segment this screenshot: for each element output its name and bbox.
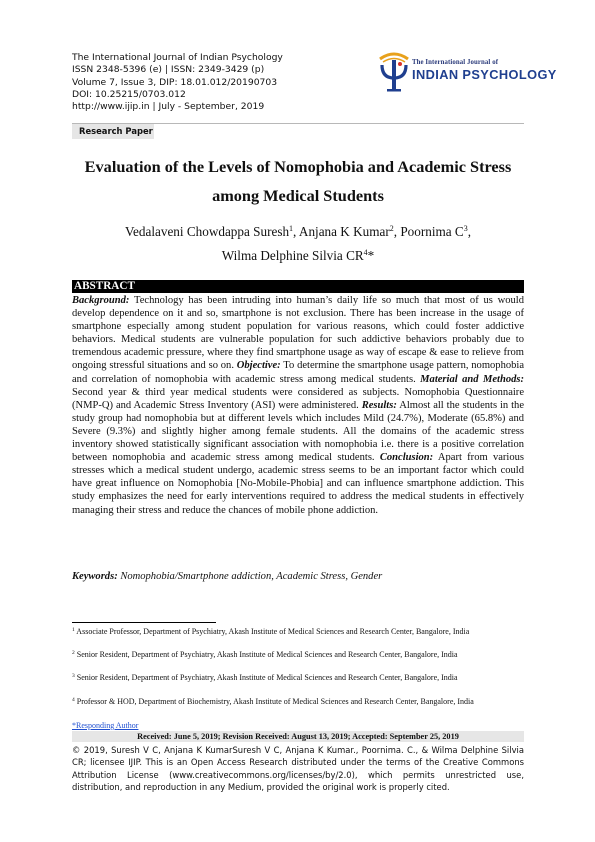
footnote-divider: [72, 622, 216, 623]
abstract-heading: ABSTRACT: [72, 280, 524, 293]
volume-line: Volume 7, Issue 3, DIP: 18.01.012/20190703: [72, 76, 278, 88]
abstract-label-objective: Objective:: [236, 360, 281, 372]
corresponding-star: *: [367, 248, 375, 263]
author-separator: ,: [393, 224, 401, 239]
footnote-3: [72, 672, 524, 683]
author-separator: ,: [467, 224, 472, 239]
journal-name: The International Journal of Indian Psychology: [72, 52, 283, 63]
author-affiliation-mark: 3: [463, 224, 468, 233]
footnote-1: [72, 626, 524, 637]
author-affiliation-mark: 1: [289, 224, 294, 233]
abstract-label-methods: Material and Methods:: [420, 373, 524, 385]
license-text: © 2019, Suresh V C, Anjana K KumarSuresh V C, Anjana K Kumar., Poornima. C., & Wilma Delphine Silvia CR; licensee IJIP. This is an Open Access Research distributed under the terms of the Creative Commons Attribution License (www.creativecommons.org/licenses/by/2.0), which permits unrestricted use, distribution, and reproduction in any Medium, provided the original work is properly cited.: [72, 745, 524, 792]
keywords-label: Keywords:: [72, 571, 118, 582]
abstract-conclusion: Apart from various stresses which a medical student undergo, academic stress seems to be an important factor which could have great influence on Nomophobia [No-Mobile-Phobia] and can influence smartphone addiction. This study emphasizes the need for early interventions required to address the medical students in effectively managing their stress and reduce the chances of mobile phone addiction.: [72, 452, 524, 516]
footnote-text: Associate Professor, Department of Psychiatry, Akash Institute of Medical Sciences and Research Center, Bangalore, India: [74, 627, 470, 636]
responding-author-link[interactable]: *Responding Author: [72, 721, 139, 730]
author-line-1: [72, 220, 524, 244]
author-name: Poornima C: [400, 224, 464, 239]
issn-line: ISSN 2348-5396 (e) | ISSN: 2349-3429 (p): [72, 64, 265, 76]
footnote-text: Professor & HOD, Department of Biochemistry, Akash Institute of Medical Sciences and Research Center, Bangalore, India: [74, 697, 474, 706]
journal-logo: [374, 50, 557, 92]
keywords: [72, 570, 524, 584]
url-line[interactable]: http://www.ijip.in | July - September, 2019: [72, 101, 265, 113]
author-affiliation-mark: 4: [363, 248, 368, 257]
psi-logo-icon: [374, 50, 414, 92]
abstract-methods: Second year & third year medical students were considered as subjects. Nomophobia Questionnaire (NMP-Q) and Academic Stress Inventory (ASI) were administered.: [72, 386, 524, 411]
abstract-background: Technology has been intruding into human’s daily life so much that most of us would develop dependence on it and so, smartphone is not exclusion. There has been increase in the usage of smartphone especially among student population for various reasons, which could foster addictive behaviors. Medical students are vulnerable population for such addictive behaviors probably due to tremendous academic pressure, where they find smartphone usage as way of escape & ease to relieve from ongoing stressful situations and so on.: [72, 295, 524, 372]
title-line-1: Evaluation of the Levels of Nomophobia and Academic Stress: [84, 157, 512, 176]
footnote-text: Senior Resident, Department of Psychiatry, Akash Institute of Medical Sciences and Research Center, Bangalore, India: [74, 650, 458, 659]
footnote-mark: 4: [72, 697, 75, 703]
footnote-text: Senior Resident, Department of Psychiatry, Akash Institute of Medical Sciences and Research Center, Bangalore, India: [74, 673, 458, 682]
author-list: [72, 220, 524, 268]
footnote-mark: 1: [72, 627, 75, 633]
author-name: Anjana K Kumar: [298, 224, 390, 239]
received-dates: Received: June 5, 2019; Revision Received: August 13, 2019; Accepted: September 25, 2019: [72, 731, 524, 742]
abstract-label-conclusion: Conclusion:: [379, 452, 434, 464]
article-type-tag: Research Paper: [72, 124, 154, 139]
logo-small-text: The International Journal of: [412, 59, 499, 66]
footnote-4: [72, 696, 524, 707]
title-line-2: among Medical Students: [212, 186, 384, 205]
doi-line: DOI: 10.25215/0703.012: [72, 88, 186, 100]
journal-header: [72, 52, 392, 113]
abstract-label-background: Background:: [72, 295, 130, 306]
abstract-label-results: Results:: [361, 399, 397, 411]
paper-title: [72, 152, 524, 210]
keywords-text: Nomophobia/Smartphone addiction, Academic Stress, Gender: [117, 571, 383, 582]
author-separator: ,: [293, 224, 299, 239]
author-name: Wilma Delphine Silvia CR: [221, 248, 364, 263]
footnote-2: [72, 649, 524, 660]
abstract-objective: To determine the smartphone usage pattern, nomophobia and correlation of nomophobia with academic stress among medical students.: [72, 360, 525, 385]
author-affiliation-mark: 2: [389, 224, 394, 233]
abstract-body: [72, 294, 524, 517]
logo-big-text: INDIAN PSYCHOLOGY: [412, 67, 557, 82]
footnote-mark: 3: [72, 673, 75, 679]
author-line-2: [72, 244, 524, 268]
abstract-results: Almost all the students in the study group had nomophobia but at different levels which includes Mild (24.7%), Moderate (65.8%) and Severe (9.3%) and slightly higher among female students. All the domains of the academic stress inventory showed statistically significant association with nomophobia i.e. there is a positive correlation between nomophobia and academic stress among medical students.: [72, 399, 525, 464]
author-name: Vedalaveni Chowdappa Suresh: [124, 224, 290, 239]
footnote-mark: 2: [72, 650, 75, 656]
